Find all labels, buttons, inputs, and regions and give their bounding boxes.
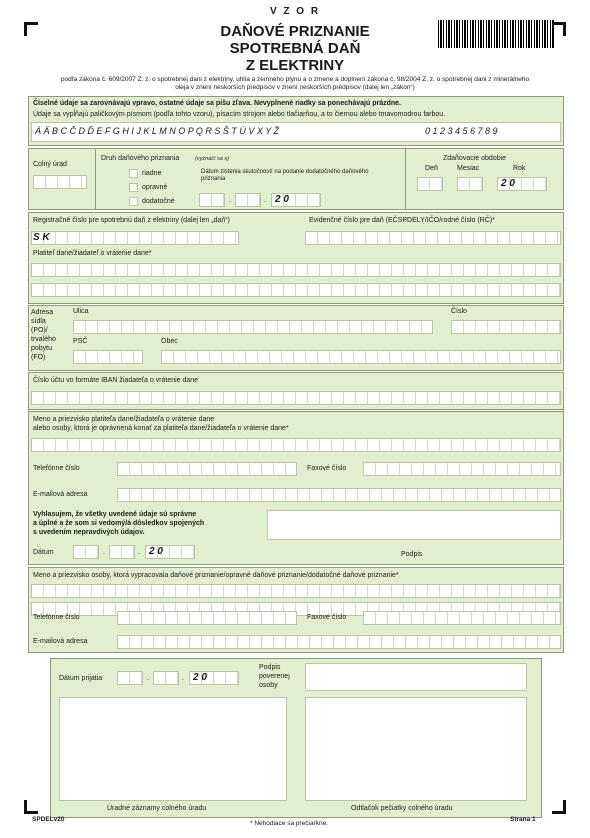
street-input[interactable] (73, 320, 433, 334)
date-label: Dátum (33, 549, 54, 556)
decl-day-input[interactable] (73, 545, 99, 559)
preparer-fax-label: Faxové číslo (307, 614, 347, 621)
checkbox-riadne[interactable] (129, 169, 138, 178)
payer-label: Platiteľ dane/žiadateľ o vrátenie dane* (33, 250, 152, 257)
preparer-email-input[interactable] (117, 635, 561, 649)
alphabet-sample: Á Ä B C Č D Ď E F G H I J K L M N O P Q R S Š T Ú V X Y Ž (35, 126, 280, 136)
fax-input[interactable] (363, 462, 561, 476)
email-input[interactable] (117, 488, 561, 502)
signature-label-line: Podpis (259, 664, 281, 671)
option-riadne: riadne (142, 170, 162, 177)
street-number-input[interactable] (451, 320, 561, 334)
declaration-text: a úplné a že som si vedomý/á dôsledkov spojených (33, 520, 205, 527)
declaration-text: Vyhlasujem, že všetky uvedené údaje sú správne (33, 511, 197, 518)
checkbox-dodatocne[interactable] (129, 197, 138, 206)
iban-panel (28, 372, 564, 410)
received-month-input[interactable] (153, 671, 179, 685)
address-label-line: Adresa (31, 309, 54, 316)
filing-type-panel (28, 148, 564, 210)
taxpayer-panel (28, 212, 564, 304)
footnote: * Nehodiace sa prečiarkne. (250, 820, 329, 827)
address-panel (28, 305, 564, 371)
period-month-input[interactable] (457, 177, 483, 191)
customs-office-input[interactable] (33, 175, 87, 189)
evidence-number-label: Evidenčné číslo pre daň (EČSPDELY/IČO/rodné číslo (RČ)* (309, 217, 495, 224)
form-subtitle: podľa zákona č. 609/2007 Z. z. o spotrebnej dani z elektriny, uhlia a zemného plynu a o zmene a doplnení zákona č. 98/2004 Z. z. o spotrebnej dani z minerálneho oleja v znení neskorších predpisov v znení neskorších predpisov (dalej len „zákon“) (60, 76, 530, 91)
decl-year-prefix: 2 0 (149, 546, 163, 557)
signature-label: Podpis (401, 551, 423, 558)
date-dot: . (147, 675, 149, 682)
phone-label: Telefónne číslo (33, 465, 80, 472)
preparer-label: Meno a priezvisko osoby, ktorá vypracovala daňové priznanie/opravné daňové priznanie/dodatočné daňové priznanie* (33, 572, 399, 579)
form-code: SPDELv20 (32, 816, 65, 823)
evidence-number-input[interactable] (305, 231, 561, 245)
sample-label: V Z O R (269, 6, 321, 17)
date-dot: . (138, 549, 140, 556)
email-label: E-mailová adresa (33, 491, 88, 498)
crop-mark-bottom-right (552, 800, 566, 814)
decl-month-input[interactable] (109, 545, 135, 559)
zip-label: PSČ (73, 338, 88, 345)
received-day-input[interactable] (117, 671, 143, 685)
crop-mark-bottom-left (24, 800, 38, 814)
period-day-input[interactable] (417, 177, 443, 191)
customs-office-label: Colný úrad (33, 161, 67, 168)
divider (405, 149, 406, 209)
address-label-line: (FO) (31, 354, 46, 361)
reg-number-prefix: S K (33, 232, 50, 243)
period-year-prefix: 2 0 (501, 178, 515, 189)
divider (95, 149, 96, 209)
fax-label: Faxové číslo (307, 465, 347, 472)
phone-input[interactable] (117, 462, 297, 476)
address-label-line: (PO)/ (31, 327, 48, 334)
checkbox-opravne[interactable] (129, 183, 138, 192)
official-records-box[interactable] (59, 697, 287, 801)
preparer-name-input-1[interactable] (31, 584, 561, 598)
authorized-signature-label (259, 663, 290, 690)
date-dot: . (264, 197, 266, 204)
date-dot: . (229, 197, 231, 204)
period-month-label: Mesiac (457, 165, 480, 172)
digits-sample: 0 1 2 3 4 5 6 7 8 9 (425, 126, 498, 136)
city-label: Obec (161, 338, 178, 345)
supp-month-input[interactable] (235, 193, 261, 207)
received-date-label: Dátum prijatia (59, 675, 103, 682)
option-dodatocne: dodatočné (142, 198, 175, 205)
address-label-line: pobytu (31, 345, 53, 352)
stamp-label: Odtlačok pečiatky colného úradu (351, 805, 453, 812)
supp-year-prefix: 2 0 (275, 194, 289, 205)
stamp-box[interactable] (305, 697, 527, 801)
option-opravne: opravné (142, 184, 168, 191)
authorized-signature-box[interactable] (305, 663, 527, 691)
reg-number-label: Registračné číslo pre spotrebnú daň z elektriny (dalej len „daň“) (33, 217, 230, 224)
signature-label-line: poverenej (259, 673, 290, 680)
city-input[interactable] (161, 350, 561, 364)
handwriting-sample (31, 122, 561, 142)
address-label (31, 308, 71, 362)
preparer-fax-input[interactable] (363, 611, 561, 625)
form-title-line1: DAŇOVÉ PRIZNANIE (220, 23, 370, 40)
supp-day-input[interactable] (199, 193, 225, 207)
instructions-line1: Číselné údaje sa zarovnávajú vpravo, ostatné údaje sa píšu zľava. Nevyplnené riadky sa ponechávajú prázdne. (33, 100, 402, 107)
form-title-line2: SPOTREBNÁ DAŇ (229, 40, 361, 57)
filing-type-hint: (vyznačí sa x) (195, 156, 229, 162)
representative-label-1: Meno a priezvisko platiteľa dane/žiadateľa o vrátenie dane (33, 416, 215, 423)
zip-input[interactable] (73, 350, 143, 364)
payer-name-input-2[interactable] (31, 283, 561, 297)
page-number: Strana 1 (510, 816, 536, 823)
number-label: Číslo (451, 308, 467, 315)
signature-label-line: osoby (259, 682, 278, 689)
address-label-line: trvalého (31, 336, 56, 343)
form-title-line3: Z ELEKTRINY (245, 57, 345, 74)
preparer-panel (28, 567, 564, 653)
reg-number-input[interactable] (31, 231, 239, 245)
official-records-label: Úradné záznamy colného úradu (107, 805, 207, 812)
representative-input-1[interactable] (31, 438, 561, 452)
iban-input[interactable] (31, 391, 561, 405)
signature-box[interactable] (267, 510, 561, 540)
office-use-panel (50, 658, 542, 818)
iban-label: Číslo účtu vo formáte IBAN žiadateľa o vrátenie dane (33, 377, 199, 384)
street-label: Ulica (73, 308, 89, 315)
contact-panel (28, 411, 564, 565)
payer-name-input-1[interactable] (31, 263, 561, 277)
tax-period-label: Zdaňovacie obdobie (443, 155, 507, 162)
supplementary-date-note: Dátum zistenia skutočností na podanie dodatočného daňového priznania (201, 169, 369, 182)
date-dot: . (182, 675, 184, 682)
filing-type-label: Druh daňového priznania (101, 155, 180, 162)
instructions-panel (28, 96, 564, 146)
declaration-text: s uvedením nepravdivých údajov. (33, 529, 145, 536)
received-year-prefix: 2 0 (193, 672, 207, 683)
period-year-label: Rok (513, 165, 526, 172)
preparer-phone-label: Telefónne číslo (33, 614, 80, 621)
period-day-label: Deň (425, 165, 438, 172)
preparer-email-label: E-mailová adresa (33, 638, 88, 645)
date-dot: . (103, 549, 105, 556)
representative-label-2: alebo osoby, ktorá je oprávnená konať za platiteľa dane/žiadateľa o vrátenie dane* (33, 425, 289, 432)
preparer-phone-input[interactable] (117, 611, 297, 625)
address-label-line: sídla (31, 318, 46, 325)
instructions-line2: Údaje sa vypĺňajú paličkovým písmom (podľa tohto vzoru), písacím strojom alebo tlačiarňou, a to čiernou alebo tmavomodrou farbou. (33, 111, 446, 118)
